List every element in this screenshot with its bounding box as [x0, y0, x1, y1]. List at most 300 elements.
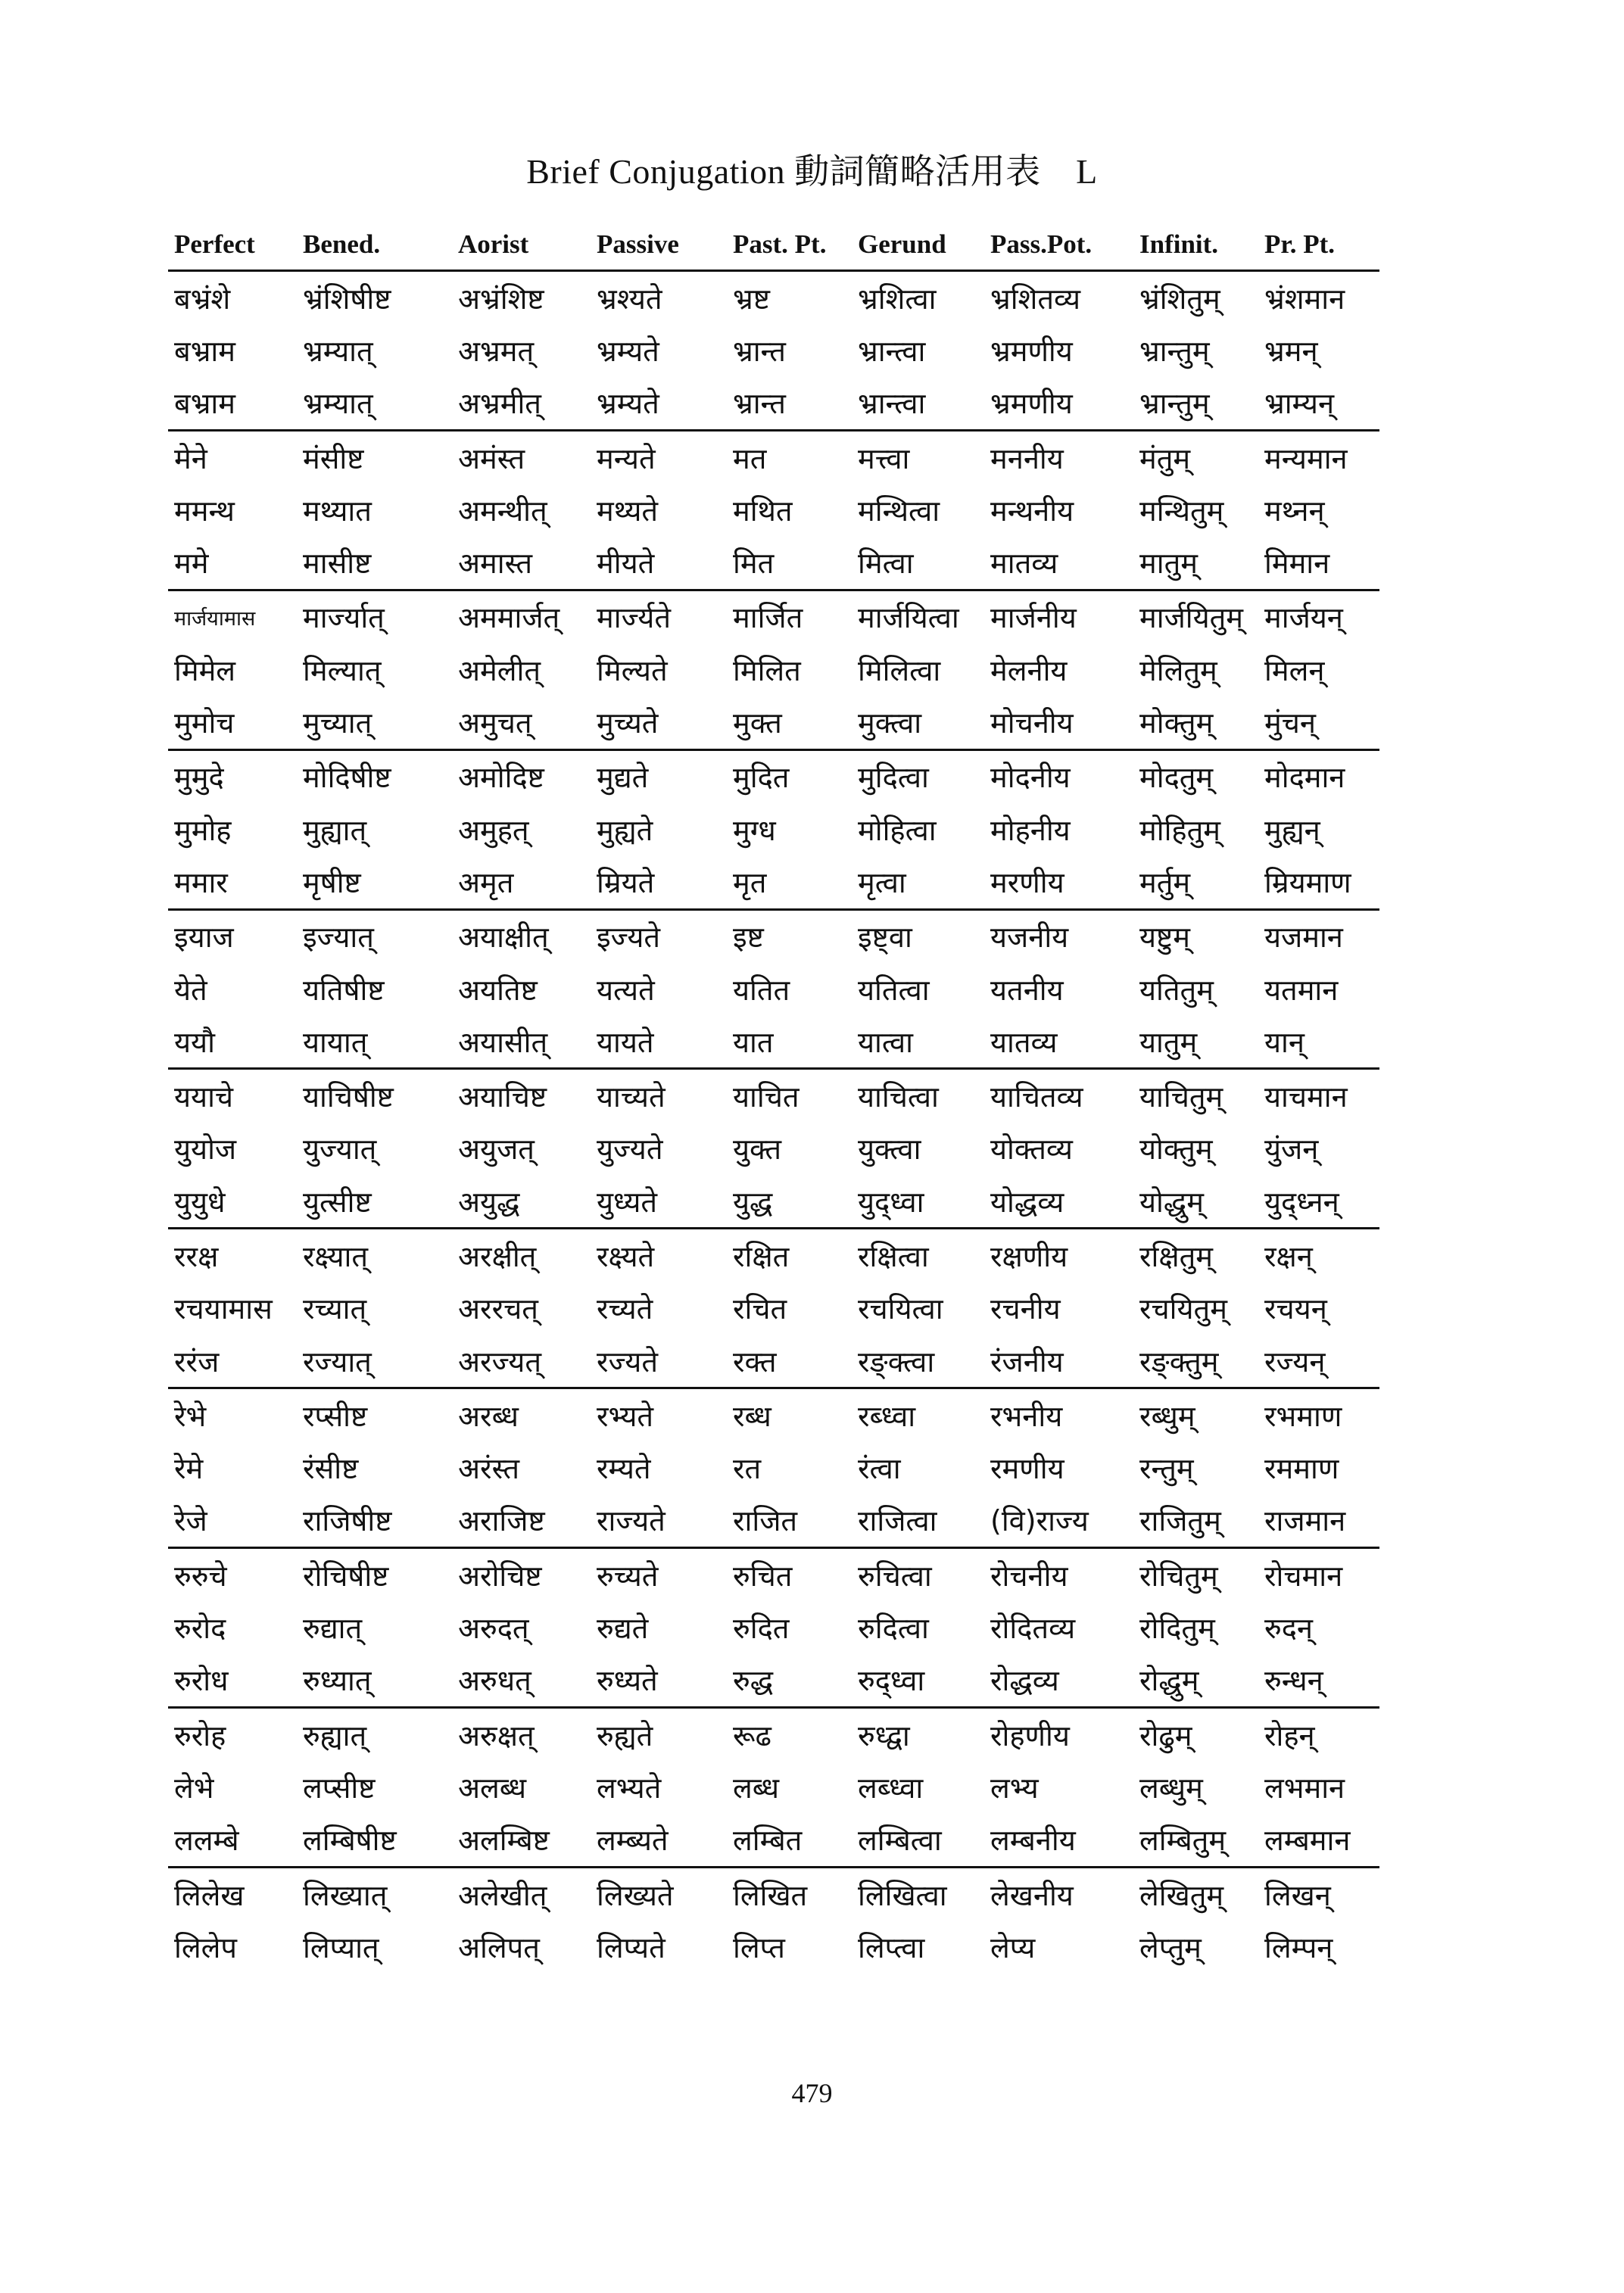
cell-infinitive: लेखितुम् — [1133, 1867, 1258, 1921]
cell-perfect: ममन्थ — [174, 494, 235, 528]
cell-infinitive: योद्धुम् — [1139, 1185, 1204, 1219]
cell-infinitive: रोद्धुम् — [1139, 1664, 1199, 1698]
cell-past-participle: रक्षित — [727, 1229, 852, 1282]
table-row — [168, 1442, 1379, 1494]
cell-passive: याच्यते — [591, 1069, 727, 1123]
cell-benedictive: मुच्यात् — [303, 706, 372, 740]
cell-infinitive: भ्रंशितुम् — [1139, 282, 1220, 316]
cell-gerund: यतित्वा — [858, 973, 930, 1007]
header-present-participle: Pr. Pt. — [1258, 220, 1379, 271]
cell-aorist: अलब्ध — [458, 1771, 527, 1805]
cell-past-participle: लिप्त — [733, 1930, 785, 1964]
cell-passive-potential: लेप्य — [990, 1930, 1036, 1964]
cell-aorist: अरब्ध — [452, 1388, 591, 1442]
cell-present-participle: लभमान — [1264, 1771, 1345, 1805]
cell-past-participle: भ्रान्त — [733, 334, 786, 368]
cell-past-participle: लम्बित — [733, 1824, 803, 1858]
cell-present-participle: मुह्यन् — [1264, 813, 1320, 847]
cell-gerund: इष्ट्वा — [852, 909, 984, 963]
cell-benedictive: रक्ष्यात् — [297, 1229, 452, 1282]
cell-present-participle: युंजन् — [1264, 1132, 1319, 1167]
table-row — [168, 1654, 1379, 1708]
cell-aorist: अरुक्षत् — [452, 1708, 591, 1762]
cell-perfect: लेभे — [174, 1771, 214, 1805]
cell-benedictive: युज्यात् — [303, 1132, 377, 1167]
cell-passive: मथ्यते — [597, 494, 659, 528]
cell-gerund: रब्ध्वा — [852, 1388, 984, 1442]
header-passive-potential: Pass.Pot. — [984, 220, 1133, 271]
cell-benedictive: मृषीष्ट — [303, 865, 361, 899]
cell-aorist: अरोचिष्ट — [452, 1548, 591, 1602]
cell-passive-potential: रभनीय — [984, 1388, 1133, 1442]
cell-gerund: मित्वा — [858, 547, 914, 581]
table-row — [168, 590, 1379, 643]
cell-aorist: अयुद्ध — [458, 1185, 520, 1219]
table-row — [168, 909, 1379, 963]
table-row — [168, 696, 1379, 749]
cell-passive-potential: मन्थनीय — [990, 494, 1074, 528]
table-row — [168, 430, 1379, 484]
cell-aorist: अलम्बिष्ट — [458, 1824, 550, 1858]
cell-aorist: अयाक्षीत् — [452, 909, 591, 963]
cell-past-participle: यात — [733, 1025, 774, 1059]
cell-passive-potential: मोचनीय — [990, 706, 1074, 740]
cell-perfect: रेजे — [174, 1504, 207, 1538]
cell-aorist: अयासीत् — [458, 1025, 548, 1059]
cell-infinitive: रन्तुम् — [1139, 1452, 1194, 1486]
cell-past-participle: युद्ध — [733, 1185, 773, 1219]
table-row — [168, 1175, 1379, 1229]
cell-passive: रभ्यते — [591, 1388, 727, 1442]
cell-present-participle: रज्यन् — [1264, 1344, 1326, 1379]
cell-infinitive: रब्धुम् — [1133, 1388, 1258, 1442]
cell-present-participle: रक्षन् — [1258, 1229, 1379, 1282]
cell-gerund: रुद्ध्वा — [858, 1664, 925, 1698]
cell-present-participle: युद्ध्नन् — [1264, 1185, 1339, 1219]
cell-past-participle: रब्ध — [727, 1388, 852, 1442]
cell-benedictive: रप्सीष्ट — [297, 1388, 452, 1442]
cell-passive-potential: रचनीय — [990, 1292, 1061, 1326]
cell-present-participle: लिखन् — [1258, 1867, 1379, 1921]
cell-aorist: अयुजत् — [458, 1132, 535, 1167]
cell-infinitive: रचयितुम् — [1139, 1292, 1227, 1326]
cell-passive: लिप्यते — [597, 1930, 665, 1964]
table-row — [168, 1761, 1379, 1813]
cell-perfect: रुरुचे — [168, 1548, 297, 1602]
cell-aorist: अयतिष्ट — [458, 973, 538, 1007]
cell-past-participle: मार्जित — [727, 590, 852, 643]
table-body — [168, 271, 1379, 1974]
cell-present-participle: मार्जयन् — [1258, 590, 1379, 643]
cell-passive: लिख्यते — [591, 1867, 727, 1921]
cell-perfect: बभ्राम — [174, 387, 235, 421]
cell-perfect: लिलेख — [168, 1867, 297, 1921]
table-row — [168, 749, 1379, 803]
cell-present-participle: मथ्नन् — [1264, 494, 1325, 528]
cell-past-participle: भ्रष्ट — [733, 282, 770, 316]
cell-passive-potential: मोदनीय — [984, 749, 1133, 803]
cell-gerund: मत्त्वा — [852, 430, 984, 484]
cell-past-participle: रत — [733, 1452, 762, 1486]
table-row — [168, 1494, 1379, 1548]
cell-perfect: रेमे — [174, 1452, 204, 1486]
cell-gerund: युद्ध्वा — [858, 1185, 924, 1219]
cell-infinitive: रोदितुम् — [1139, 1612, 1215, 1646]
cell-perfect: येते — [174, 973, 207, 1007]
cell-passive-potential: यतनीय — [990, 973, 1064, 1007]
cell-past-participle: रुद्ध — [733, 1664, 774, 1698]
cell-present-participle: भ्रमन् — [1264, 334, 1318, 368]
cell-perfect: बभ्राम — [174, 334, 235, 368]
cell-benedictive: याचिषीष्ट — [297, 1069, 452, 1123]
cell-aorist: अरक्षीत् — [452, 1229, 591, 1282]
cell-passive-potential: रोचनीय — [984, 1548, 1133, 1602]
cell-benedictive: भ्रम्यात् — [303, 334, 373, 368]
cell-past-participle: मित — [733, 547, 775, 581]
cell-present-participle: यतमान — [1264, 973, 1339, 1007]
cell-past-participle: युक्त — [733, 1132, 782, 1167]
cell-aorist: अयाचिष्ट — [452, 1069, 591, 1123]
table-row — [168, 271, 1379, 325]
table-row — [168, 536, 1379, 590]
cell-infinitive: भ्रान्तुम् — [1139, 387, 1210, 421]
cell-perfect: ममे — [174, 547, 209, 581]
cell-passive: युज्यते — [597, 1132, 663, 1167]
cell-present-participle: रभमाण — [1258, 1388, 1379, 1442]
cell-infinitive: लेप्तुम् — [1139, 1930, 1202, 1964]
conjugation-table — [168, 220, 1379, 1974]
cell-benedictive: रुह्यात् — [297, 1708, 452, 1762]
cell-past-participle: मुक्त — [733, 706, 782, 740]
cell-benedictive: युत्सीष्ट — [303, 1185, 372, 1219]
cell-benedictive: यतिषीष्ट — [303, 973, 385, 1007]
cell-perfect: युयुधे — [174, 1185, 226, 1219]
cell-perfect: मेने — [168, 430, 297, 484]
header-passive: Passive — [591, 220, 727, 271]
cell-past-participle: मत — [727, 430, 852, 484]
cell-aorist: अलेखीत् — [452, 1867, 591, 1921]
cell-passive-potential: भ्रशितव्य — [990, 282, 1081, 316]
cell-present-participle: यान् — [1264, 1025, 1304, 1059]
cell-passive: लभ्यते — [597, 1771, 662, 1805]
cell-passive-potential: रोदितव्य — [990, 1612, 1076, 1646]
cell-perfect: रुरोह — [168, 1708, 297, 1762]
table-row — [168, 643, 1379, 696]
cell-present-participle: मुंचन् — [1264, 706, 1316, 740]
cell-passive-potential: लभ्य — [990, 1771, 1039, 1805]
cell-aorist: अलिपत् — [458, 1930, 540, 1964]
cell-perfect: रुरोध — [174, 1664, 229, 1698]
cell-perfect: रचयामास — [174, 1292, 273, 1326]
cell-gerund: रचयित्वा — [858, 1292, 943, 1326]
cell-present-participle: रोचमान — [1258, 1548, 1379, 1602]
cell-past-participle: लब्ध — [733, 1771, 780, 1805]
cell-benedictive: राजिषीष्ट — [303, 1504, 392, 1538]
cell-past-participle: रुचित — [727, 1548, 852, 1602]
cell-passive-potential: मोहनीय — [990, 813, 1071, 847]
cell-present-participle: म्रियमाण — [1264, 865, 1351, 899]
cell-infinitive: रोढुम् — [1133, 1708, 1258, 1762]
table-row — [168, 1069, 1379, 1123]
cell-aorist: अराजिष्ट — [458, 1504, 545, 1538]
cell-passive-potential: रोद्धव्य — [990, 1664, 1059, 1698]
cell-passive: मिल्यते — [597, 653, 668, 687]
cell-benedictive: लिप्यात् — [303, 1930, 379, 1964]
header-gerund: Gerund — [852, 220, 984, 271]
cell-passive: भ्रम्यते — [597, 387, 659, 421]
table-row — [168, 1548, 1379, 1602]
cell-infinitive: रङ्क्तुम् — [1139, 1344, 1219, 1379]
cell-benedictive: लिख्यात् — [297, 1867, 452, 1921]
page-number: 479 — [791, 2078, 833, 2108]
table-row — [168, 1123, 1379, 1175]
cell-passive-potential: योद्धव्य — [990, 1185, 1064, 1219]
cell-perfect: मुमुदे — [168, 749, 297, 803]
cell-past-participle: रक्त — [733, 1344, 777, 1379]
cell-past-participle: रूढ — [727, 1708, 852, 1762]
cell-gerund: लिप्त्वा — [858, 1930, 925, 1964]
cell-perfect: ययाचे — [168, 1069, 297, 1123]
cell-gerund: रुध्द्वा — [852, 1708, 984, 1762]
cell-benedictive: यायात् — [303, 1025, 368, 1059]
cell-aorist: अरज्यत् — [458, 1344, 542, 1379]
cell-present-participle: लम्बमान — [1264, 1824, 1351, 1858]
cell-passive: रुध्यते — [597, 1664, 658, 1698]
cell-passive: भ्रश्यते — [597, 282, 662, 316]
cell-perfect: युयोज — [174, 1132, 237, 1167]
cell-gerund: याचित्वा — [852, 1069, 984, 1123]
cell-benedictive: मासीष्ट — [303, 547, 372, 581]
cell-aorist: अममार्जत् — [452, 590, 591, 643]
table-row — [168, 484, 1379, 536]
table-row — [168, 803, 1379, 855]
cell-gerund: मृत्वा — [858, 865, 906, 899]
cell-gerund: भ्रान्त्वा — [858, 387, 926, 421]
cell-passive-potential: यातव्य — [990, 1025, 1058, 1059]
cell-passive: भ्रम्यते — [597, 334, 659, 368]
cell-passive: मार्ज्यते — [591, 590, 727, 643]
cell-passive: रक्ष्यते — [591, 1229, 727, 1282]
cell-infinitive: यष्टुम् — [1133, 909, 1258, 963]
cell-present-participle: रोहन् — [1258, 1708, 1379, 1762]
cell-present-participle: राजमान — [1264, 1504, 1346, 1538]
cell-passive: युध्यते — [597, 1185, 658, 1219]
cell-passive: मुच्यते — [597, 706, 659, 740]
cell-aorist: अमन्थीत् — [458, 494, 547, 528]
cell-passive-potential: (वि)राज्य — [990, 1504, 1089, 1538]
cell-passive: मुह्यते — [597, 813, 653, 847]
cell-perfect: मुमोच — [174, 706, 235, 740]
cell-infinitive: यातुम् — [1139, 1025, 1198, 1059]
cell-infinitive: राजितुम् — [1139, 1504, 1221, 1538]
cell-perfect: ययौ — [174, 1025, 215, 1059]
cell-perfect: रेभे — [168, 1388, 297, 1442]
cell-passive: इज्यते — [591, 909, 727, 963]
header-row — [168, 220, 1379, 271]
cell-present-participle: लिम्पन् — [1264, 1930, 1333, 1964]
cell-passive: मुद्यते — [591, 749, 727, 803]
cell-benedictive: रुध्यात् — [303, 1664, 372, 1698]
table-row — [168, 377, 1379, 431]
cell-benedictive: रच्यात् — [303, 1292, 367, 1326]
table-row — [168, 1601, 1379, 1653]
cell-passive-potential: रंजनीय — [990, 1344, 1064, 1379]
table-row — [168, 1921, 1379, 1973]
cell-gerund: रंत्वा — [858, 1452, 901, 1486]
cell-past-participle: रुदित — [733, 1612, 790, 1646]
cell-aorist: अरुदत् — [458, 1612, 529, 1646]
cell-infinitive: याचितुम् — [1133, 1069, 1258, 1123]
cell-past-participle: भ्रान्त — [733, 387, 786, 421]
cell-benedictive: भ्रंशिषीष्ट — [303, 282, 391, 316]
cell-infinitive: मेलितुम् — [1139, 653, 1217, 687]
table-row — [168, 1867, 1379, 1921]
table-row — [168, 1708, 1379, 1762]
table-row — [168, 1015, 1379, 1069]
cell-gerund: रुदित्वा — [858, 1612, 929, 1646]
cell-aorist: अमंस्त — [452, 430, 591, 484]
cell-perfect: बभ्रंशे — [174, 282, 231, 316]
header-benedictive: Bened. — [297, 220, 452, 271]
cell-infinitive: मातुम् — [1139, 547, 1198, 581]
cell-present-participle: रचयन् — [1264, 1292, 1327, 1326]
cell-benedictive: मथ्यात — [303, 494, 372, 528]
cell-aorist: अमुहत् — [458, 813, 529, 847]
cell-infinitive: योक्तुम् — [1139, 1132, 1213, 1167]
cell-perfect: ररंज — [174, 1344, 220, 1379]
header-perfect: Perfect — [168, 220, 297, 271]
table-row — [168, 1282, 1379, 1335]
cell-past-participle: मिलित — [733, 653, 801, 687]
cell-gerund: मन्थित्वा — [858, 494, 940, 528]
cell-gerund: भ्रशित्वा — [858, 282, 937, 316]
table-row — [168, 324, 1379, 376]
header-infinitive: Infinit. — [1133, 220, 1258, 271]
cell-passive: मीयते — [597, 547, 655, 581]
cell-aorist: अमास्त — [458, 547, 533, 581]
cell-gerund: रुचित्वा — [852, 1548, 984, 1602]
cell-present-participle: मोदमान — [1258, 749, 1379, 803]
cell-benedictive: भ्रम्यात् — [303, 387, 373, 421]
cell-gerund: राजित्वा — [858, 1504, 937, 1538]
cell-aorist: अमोदिष्ट — [452, 749, 591, 803]
cell-passive: लम्ब्यते — [597, 1824, 669, 1858]
cell-past-participle: मुदित — [727, 749, 852, 803]
cell-infinitive: मन्थितुम् — [1139, 494, 1224, 528]
cell-infinitive: मर्तुम् — [1139, 865, 1191, 899]
cell-past-participle: मृत — [733, 865, 767, 899]
cell-benedictive: मिल्यात् — [303, 653, 382, 687]
cell-passive-potential: मेलनीय — [990, 653, 1068, 687]
cell-perfect: ररक्ष — [168, 1229, 297, 1282]
header-aorist: Aorist — [452, 220, 591, 271]
table-row — [168, 1388, 1379, 1442]
cell-benedictive: मुह्यात् — [303, 813, 367, 847]
cell-perfect: मुमोह — [174, 813, 232, 847]
table-row — [168, 1229, 1379, 1282]
cell-benedictive: रोचिषीष्ट — [297, 1548, 452, 1602]
cell-present-participle: मन्यमान — [1258, 430, 1379, 484]
cell-infinitive: मार्जयितुम् — [1133, 590, 1258, 643]
page-title: Brief Conjugation 動詞簡略活用表 L — [526, 152, 1098, 191]
cell-passive-potential: भ्रमणीय — [990, 387, 1073, 421]
cell-past-participle: याचित — [727, 1069, 852, 1123]
cell-gerund: युक्त्वा — [858, 1132, 921, 1167]
cell-benedictive: इज्यात् — [297, 909, 452, 963]
cell-infinitive: मोहितुम् — [1139, 813, 1220, 847]
cell-perfect: ललम्बे — [174, 1824, 239, 1858]
cell-present-participle: रममाण — [1264, 1452, 1339, 1486]
cell-passive-potential: योक्तव्य — [990, 1132, 1073, 1167]
cell-benedictive: मार्ज्यात् — [297, 590, 452, 643]
cell-gerund: मुक्त्वा — [858, 706, 922, 740]
cell-benedictive: रज्यात् — [303, 1344, 372, 1379]
cell-benedictive: मोदिषीष्ट — [297, 749, 452, 803]
cell-gerund: मार्जयित्वा — [852, 590, 984, 643]
cell-infinitive: यतितुम् — [1139, 973, 1214, 1007]
cell-past-participle: राजित — [733, 1504, 798, 1538]
cell-passive: यत्यते — [597, 973, 655, 1007]
cell-infinitive: मंतुम् — [1133, 430, 1258, 484]
cell-passive-potential: भ्रमणीय — [990, 334, 1073, 368]
cell-past-participle: लिखित — [727, 1867, 852, 1921]
cell-perfect: मार्जयामास — [168, 590, 297, 643]
cell-perfect: रुरोद — [174, 1612, 226, 1646]
cell-infinitive: भ्रान्तुम् — [1139, 334, 1210, 368]
cell-passive-potential: मननीय — [984, 430, 1133, 484]
cell-passive-potential: लम्बनीय — [990, 1824, 1076, 1858]
cell-passive: रुच्यते — [591, 1548, 727, 1602]
cell-passive-potential: मरणीय — [990, 865, 1064, 899]
cell-aorist: अमृत — [458, 865, 514, 899]
cell-aorist: अरुधत् — [458, 1664, 531, 1698]
cell-gerund: लब्ध्वा — [858, 1771, 924, 1805]
cell-passive: रुद्यते — [597, 1612, 649, 1646]
cell-benedictive: मंसीष्ट — [297, 430, 452, 484]
cell-infinitive: मोदतुम् — [1133, 749, 1258, 803]
header-past-participle: Past. Pt. — [727, 220, 852, 271]
cell-aorist: अररचत् — [458, 1292, 538, 1326]
cell-aorist: अरंस्त — [458, 1452, 520, 1486]
table-row — [168, 1814, 1379, 1868]
cell-passive: म्रियते — [597, 865, 655, 899]
table-row — [168, 963, 1379, 1015]
cell-past-participle: यतित — [733, 973, 790, 1007]
cell-gerund: मोहित्वा — [858, 813, 937, 847]
cell-gerund: मिलित्वा — [858, 653, 941, 687]
cell-passive: मन्यते — [591, 430, 727, 484]
cell-passive-potential: मातव्य — [990, 547, 1058, 581]
table-row — [168, 1335, 1379, 1388]
cell-aorist: अभ्रमत् — [458, 334, 535, 368]
cell-present-participle: मिमान — [1264, 547, 1330, 581]
cell-infinitive: लम्बितुम् — [1139, 1824, 1227, 1858]
cell-passive-potential: यजनीय — [984, 909, 1133, 963]
cell-infinitive: रोचितुम् — [1133, 1548, 1258, 1602]
cell-passive: रज्यते — [597, 1344, 658, 1379]
cell-gerund: रक्षित्वा — [852, 1229, 984, 1282]
cell-present-participle: भ्रंशमान — [1264, 282, 1345, 316]
cell-gerund: मुदित्वा — [852, 749, 984, 803]
cell-benedictive: रुद्यात् — [303, 1612, 363, 1646]
cell-passive-potential: लेखनीय — [984, 1867, 1133, 1921]
cell-gerund: भ्रान्त्वा — [858, 334, 926, 368]
table-row — [168, 855, 1379, 909]
cell-perfect: ममार — [174, 865, 228, 899]
cell-perfect: इयाज — [168, 909, 297, 963]
cell-infinitive: रक्षितुम् — [1133, 1229, 1258, 1282]
cell-past-participle: मुग्ध — [733, 813, 776, 847]
